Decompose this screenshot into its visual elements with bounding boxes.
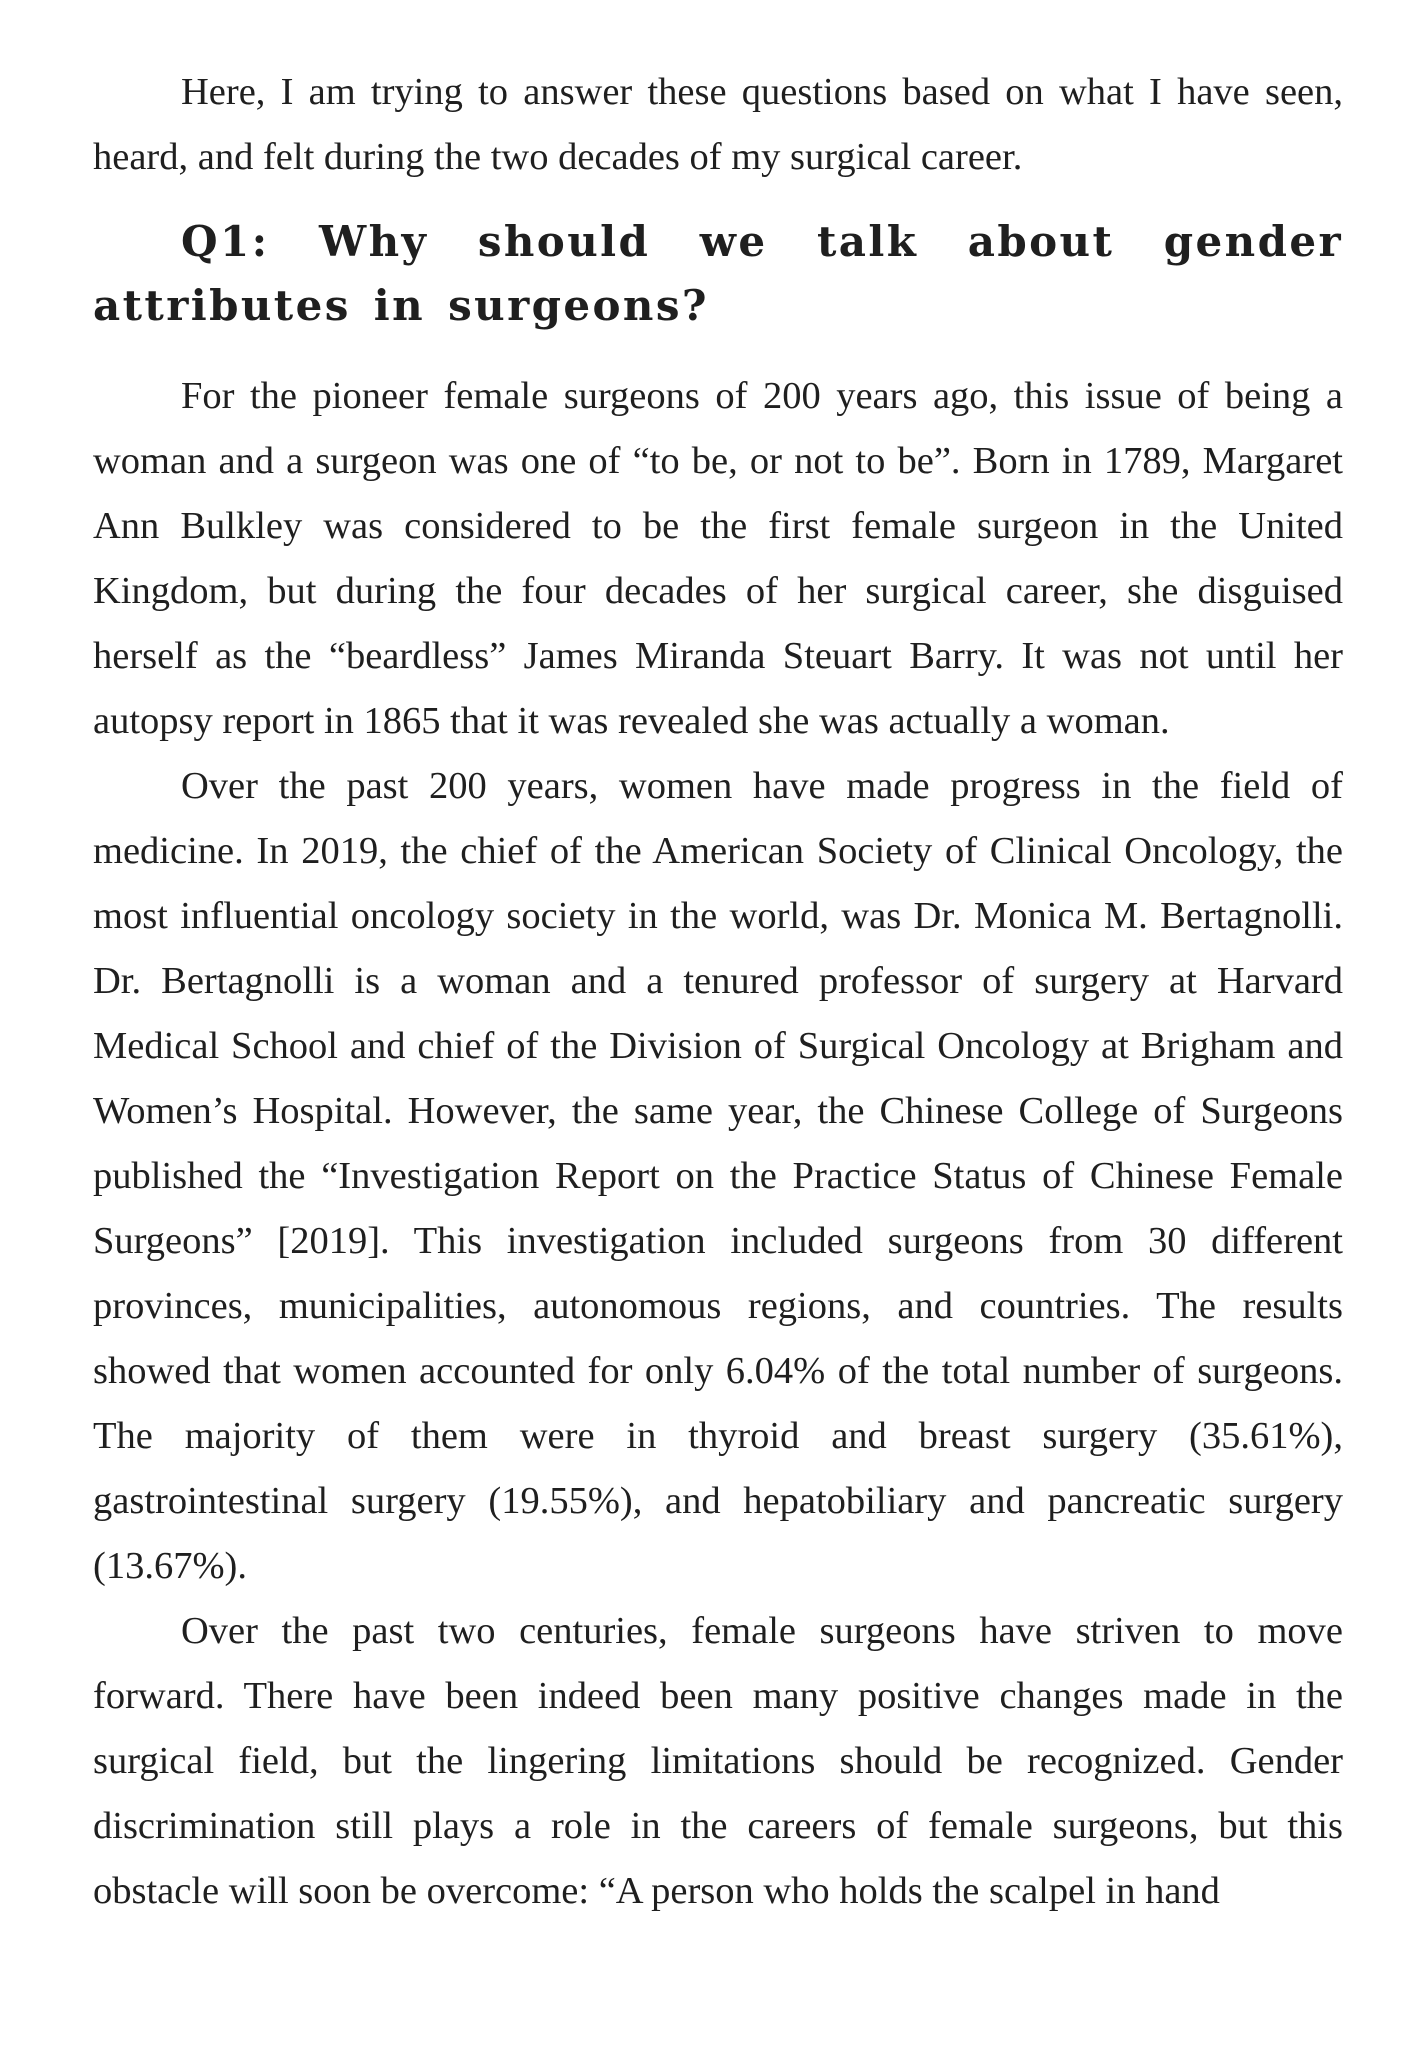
intro-paragraph: Here, I am trying to answer these questions based on what I have seen, heard, and felt during the two decades of my surgical career.: [93, 71, 1343, 178]
document-page: [93, 60, 1343, 1924]
body-paragraph-1: For the pioneer female surgeons of 200 years ago, this issue of being a woman and a surgeon was one of “to be, or not to be”. Born in 1789, Margaret Ann Bulkley was considered to be the first female surgeon in the United Kingdom, but during the four decades of her surgical career, she disguised herself as the “beardless” James Miranda Steuart Barry. It was not until her autopsy report in 1865 that it was revealed she was actually a woman.: [93, 375, 1343, 742]
body-paragraph-3: Over the past two centuries, female surgeons have striven to move forward. There have been indeed been many positive changes made in the surgical field, but the lingering limitations should be recognized. Gender discrimination still plays a role in the careers of female surgeons, but this obstacle will soon be overcome: “A person who holds the scalpel in hand: [93, 1610, 1343, 1912]
section-heading-q1: Q1: Why should we talk about gender attributes in surgeons?: [93, 217, 1343, 330]
body-paragraph-2: Over the past 200 years, women have made progress in the field of medicine. In 2019, the chief of the American Society of Clinical Oncology, the most influential oncology society in the world, was Dr. Monica M. Bertagnolli. Dr. Bertagnolli is a woman and a tenured professor of surgery at Harvard Medical School and chief of the Division of Surgical Oncology at Brigham and Women’s Hospital. However, the same year, the Chinese College of Surgeons published the “Investigation Report on the Practice Status of Chinese Female Surgeons” [2019]. This investigation included surgeons from 30 different provinces, municipalities, autonomous regions, and countries. The results showed that women accounted for only 6.04% of the total number of surgeons. The majority of them were in thyroid and breast surgery (35.61%), gastrointestinal surgery (19.55%), and hepatobiliary and pancreatic surgery (13.67%).: [93, 765, 1343, 1587]
